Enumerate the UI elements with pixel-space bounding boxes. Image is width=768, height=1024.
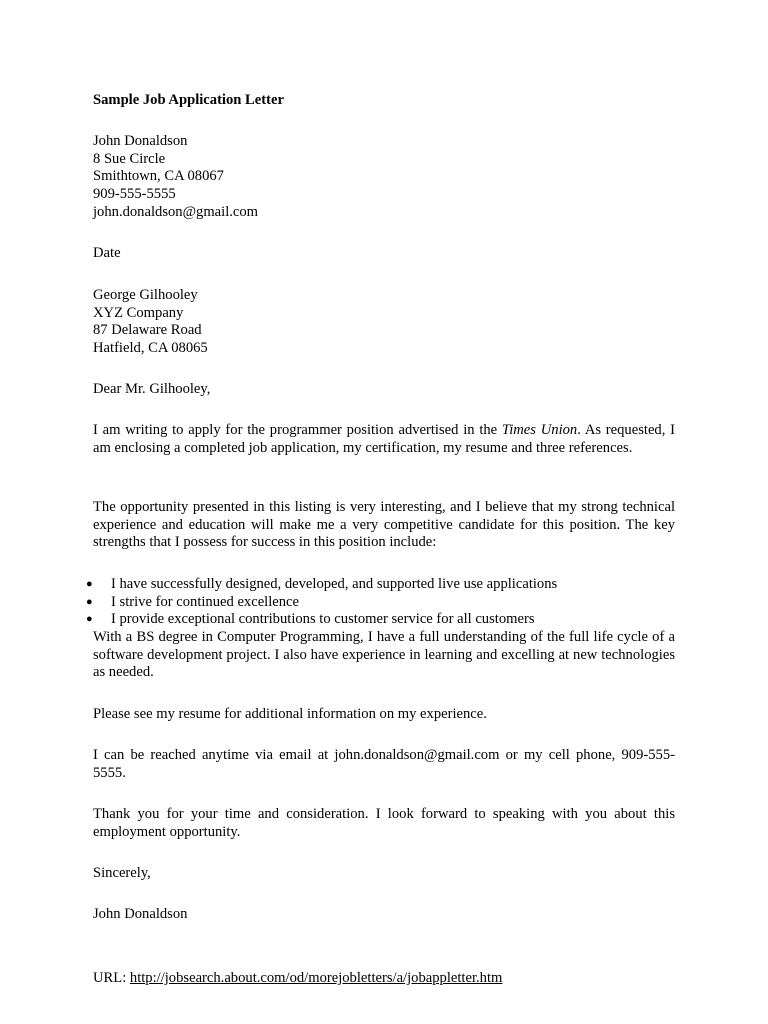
- closing: Sincerely,: [93, 865, 151, 881]
- sender-address: [93, 133, 675, 222]
- recipient-address: [93, 287, 675, 358]
- url-label: URL:: [93, 970, 130, 986]
- recipient-city: Hatfield, CA 08065: [93, 340, 208, 357]
- recipient-street: 87 Delaware Road: [93, 322, 202, 339]
- paragraph-thanks: Thank you for your time and consideration. I look forward to speaking with you about this employment opportunity.: [93, 806, 675, 840]
- sender-street: 8 Sue Circle: [93, 150, 166, 167]
- paragraph-intro-after: . As requested, I am enclosing a completed job application, my certification, my resume and three references.: [93, 422, 675, 456]
- letter-date: Date: [93, 245, 121, 261]
- list-item-text: I strive for continued excellence: [111, 593, 300, 610]
- bullet-icon: ●: [86, 613, 93, 626]
- recipient-name: George Gilhooley: [93, 287, 198, 303]
- list-item: [0, 594, 557, 612]
- paragraph-contact: I can be reached anytime via email at john.donaldson@gmail.com or my cell phone, 909-555-5555.: [93, 747, 675, 781]
- paragraph-degree: With a BS degree in Computer Programming, I have a full understanding of the full life cycle of a software development project. I also have experience in learning and excelling at new technologies as needed.: [93, 629, 675, 681]
- sender-city: Smithtown, CA 08067: [93, 168, 224, 185]
- sender-name: John Donaldson: [93, 133, 188, 149]
- list-item: [0, 611, 557, 629]
- paragraph-intro-before: I am writing to apply for the programmer position advertised in the: [93, 422, 502, 438]
- list-item-text: I have successfully designed, developed, and supported live use applications: [111, 576, 558, 592]
- salutation: Dear Mr. Gilhooley,: [93, 381, 211, 397]
- bullet-icon: ●: [86, 595, 93, 608]
- bullet-icon: ●: [86, 578, 93, 590]
- signature-name: John Donaldson: [93, 906, 188, 922]
- sender-email: john.donaldson@gmail.com: [93, 203, 259, 220]
- list-item: [0, 576, 557, 594]
- letter-title: Sample Job Application Letter: [93, 92, 284, 108]
- list-item-text: I provide exceptional contributions to customer service for all customers: [111, 611, 535, 628]
- paragraph-opportunity: The opportunity presented in this listing is very interesting, and I believe that my strong technical experience and education will make me a very competitive candidate for this position. The key strengths that I possess for success in this position include:: [93, 499, 675, 551]
- recipient-company: XYZ Company: [93, 304, 184, 321]
- paragraph-resume: Please see my resume for additional information on my experience.: [93, 706, 487, 722]
- publication-name: Times Union: [501, 422, 578, 438]
- sender-phone: 909-555-5555: [93, 186, 176, 203]
- paragraph-intro: [93, 422, 675, 457]
- strengths-list: [0, 576, 557, 629]
- source-url: [93, 970, 675, 988]
- source-link[interactable]: http://jobsearch.about.com/od/morejobletters/a/jobappletter.htm: [129, 970, 503, 986]
